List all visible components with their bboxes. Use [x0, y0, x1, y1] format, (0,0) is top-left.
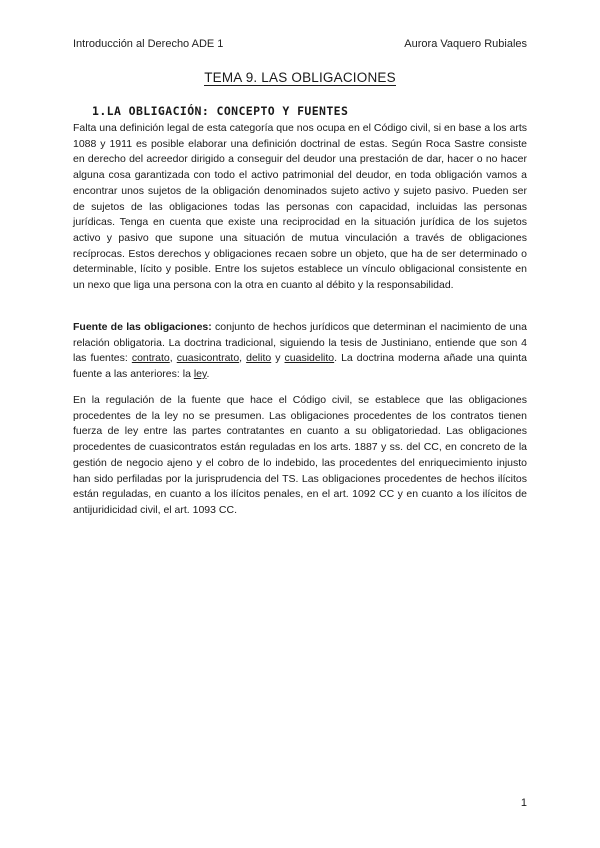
source-contrato: contrato: [131, 352, 170, 365]
sources-sep-2: ,: [239, 352, 247, 365]
header-author: Aurora Vaquero Rubiales: [404, 38, 527, 50]
section-heading-text: LA OBLIGACIÓN: CONCEPTO Y FUENTES: [106, 104, 349, 118]
source-ley: ley: [193, 368, 207, 381]
source-cuasicontrato: cuasicontrato: [176, 352, 240, 365]
paragraph-sources: [73, 320, 527, 383]
sources-sep-3: y: [271, 352, 285, 365]
sources-text-a: conjunto de hechos jurídicos que determinan el nacimiento de una relación obligatoria. La doctrina tradicional, siguiendo la tesis de Justiniano, entiende que son 4 las fuentes:: [73, 321, 527, 365]
source-delito: delito: [246, 352, 272, 365]
sources-lead: Fuente de las obligaciones:: [73, 321, 212, 333]
page-header: [73, 38, 527, 50]
section-heading: [92, 104, 348, 118]
paragraph-regulation: En la regulación de la fuente que hace el Código civil, se establece que las obligaciones procedentes de la ley no se presumen. Las obligaciones procedentes de los contratos tienen fuerza de ley entre las partes contratantes en cuanto a su obligatoriedad. Las obligaciones procedentes de cuasicontratos están reguladas en los arts. 1887 y ss. del CC, en concreto de la gestión de negocio ajeno y el cobro de lo indebido, las procedentes del enriquecimiento injusto han sido perfiladas por la jurisprudencia del TS. Las obligaciones procedentes de hechos ilícitos están reguladas, en cuanto a los ilícitos penales, en el art. 1092 CC y en cuanto a los ilícitos de antijuridicidad civil, el art. 1093 CC.: [73, 394, 527, 516]
sources-text-c: .: [206, 368, 210, 381]
source-cuasidelito: cuasidelito: [284, 352, 335, 365]
document-title: [0, 70, 600, 85]
document-title-text: TEMA 9. LAS OBLIGACIONES: [204, 70, 396, 85]
header-course-title: Introducción al Derecho ADE 1: [73, 38, 224, 50]
page-number: 1: [520, 797, 527, 809]
section-number: 1.: [92, 104, 107, 118]
paragraph-concept: Falta una definición legal de esta categoría que nos ocupa en el Código civil, si en base a los arts 1088 y 1911 es posible elaborar una definición doctrinal de estas. Según Roca Sastre consiste en derecho del acreedor dirigido a conseguir del deudor una prestación de dar, hacer o no hacer alguna cosa garantizada con todo el activo patrimonial del deudor, en toda obligación vamos a encontrar unos sujetos de la obligación denominados sujeto activo y sujeto pasivo. Pueden ser de sujetos de las obligaciones todas las personas con capacidad, incluidas las personas jurídicas. Tenga en cuenta que existe una reciprocidad en la situación jurídica de los sujetos activo y pasivo que supone una situación de mutua vinculación a través de obligaciones recíprocas. Estos derechos y obligaciones recaen sobre un objeto, que ha de ser determinado o determinable, lícito y posible. Entre los sujetos establece un vínculo obligacional consistente en un nexo que liga una persona con la otra en cuanto al débito y la responsabilidad.: [73, 122, 527, 292]
sources-sep-1: ,: [169, 352, 177, 365]
sources-text-b: . La doctrina moderna añade una quinta fuente a las anteriores: la: [73, 352, 527, 381]
